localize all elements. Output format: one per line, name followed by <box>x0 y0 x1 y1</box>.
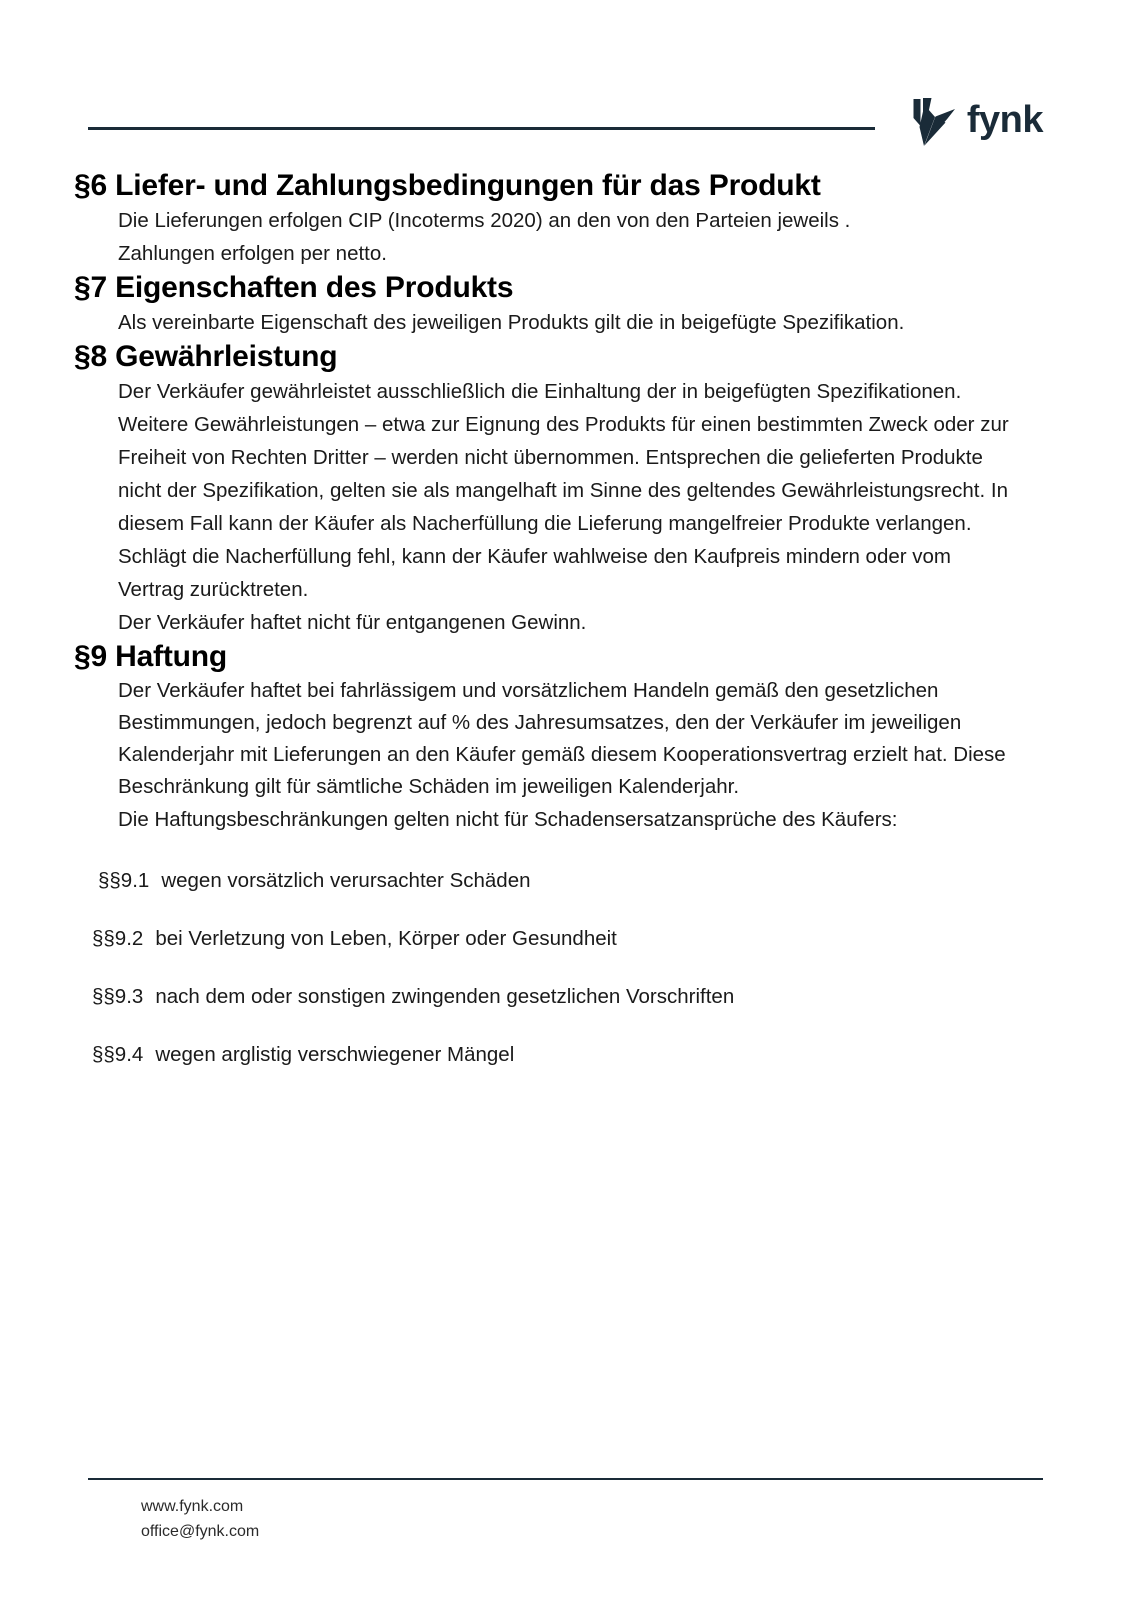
clause-text: nach dem oder sonstigen zwingenden gesetzlichen Vorschriften <box>155 985 735 1008</box>
clause-number: §§9.2 <box>92 927 144 950</box>
clause-text: wegen vorsätzlich verursachter Schäden <box>161 869 531 892</box>
footer-website[interactable]: www.fynk.com <box>141 1498 244 1515</box>
list-item <box>74 866 1031 896</box>
clause-number: §§9.1 <box>98 869 150 892</box>
paragraph-8-2: Weitere Gewährleistungen – etwa zur Eignung des Produkts für einen bestimmten Zweck oder zur Freiheit von Rechten Dritter – werden nicht übernommen. Entsprechen die gelieferten Produkte nicht der Spezifikation, gelten sie als mangelhaft im Sinne des geltendes Gewährleistungsrecht. In diesem Fall kann der Käufer als Nacherfüllung die Lieferung mangelfreier Produkte verlangen. Schlägt die Nacherfüllung fehl, kann der Käufer wahlweise den Kaufpreis mindern oder vom Vertrag zurücktreten. <box>118 413 1009 601</box>
page-header <box>88 96 1043 166</box>
list-item <box>74 1040 1031 1070</box>
page-footer <box>88 1478 1043 1544</box>
section-heading-6: §6 Liefer- und Zahlungsbedingungen für das Produkt <box>74 169 821 202</box>
document-content <box>74 168 1031 1098</box>
paragraph-8-1: Der Verkäufer gewährleistet ausschließlich die Einhaltung der in beigefügten Spezifikationen. <box>118 380 962 403</box>
origami-bird-icon <box>911 96 957 148</box>
clause-list <box>74 866 1031 1070</box>
paragraph-9-1: Der Verkäufer haftet bei fahrlässigem und vorsätzlichem Handeln gemäß den gesetzlichen Bestimmungen, jedoch begrenzt auf % des Jahresumsatzes, den der Verkäufer im jeweiligen Kalenderjahr mit Lieferungen an den Käufer gemäß diesem Kooperationsvertrag erzielt hat. Diese Beschränkung gilt für sämtliche Schäden im jeweiligen Kalenderjahr. <box>118 679 1006 798</box>
footer-contact <box>88 1494 1043 1544</box>
section-heading-9: §9 Haftung <box>74 640 228 673</box>
footer-email[interactable]: office@fynk.com <box>141 1523 260 1540</box>
clause-number: §§9.3 <box>92 985 144 1008</box>
footer-divider <box>88 1478 1043 1480</box>
brand-name: fynk <box>966 99 1043 141</box>
section-heading-7: §7 Eigenschaften des Produkts <box>74 271 514 304</box>
paragraph-6-2: Zahlungen erfolgen per netto. <box>118 242 387 265</box>
paragraph-7-1: Als vereinbarte Eigenschaft des jeweiligen Produkts gilt die in beigefügte Spezifikation. <box>118 311 905 334</box>
clause-number: §§9.4 <box>92 1043 144 1066</box>
clause-text: bei Verletzung von Leben, Körper oder Gesundheit <box>155 927 617 950</box>
section-heading-8: §8 Gewährleistung <box>74 340 338 373</box>
brand-logo <box>911 96 1043 148</box>
paragraph-6-1: Die Lieferungen erfolgen CIP (Incoterms 2020) an den von den Parteien jeweils . <box>118 209 851 232</box>
header-divider <box>88 127 875 130</box>
list-item <box>74 982 1031 1012</box>
paragraph-9-2: Die Haftungsbeschränkungen gelten nicht für Schadensersatzansprüche des Käufers: <box>118 808 898 831</box>
list-item <box>74 924 1031 954</box>
clause-text: wegen arglistig verschwiegener Mängel <box>155 1043 515 1066</box>
paragraph-8-3: Der Verkäufer haftet nicht für entgangenen Gewinn. <box>118 611 587 634</box>
